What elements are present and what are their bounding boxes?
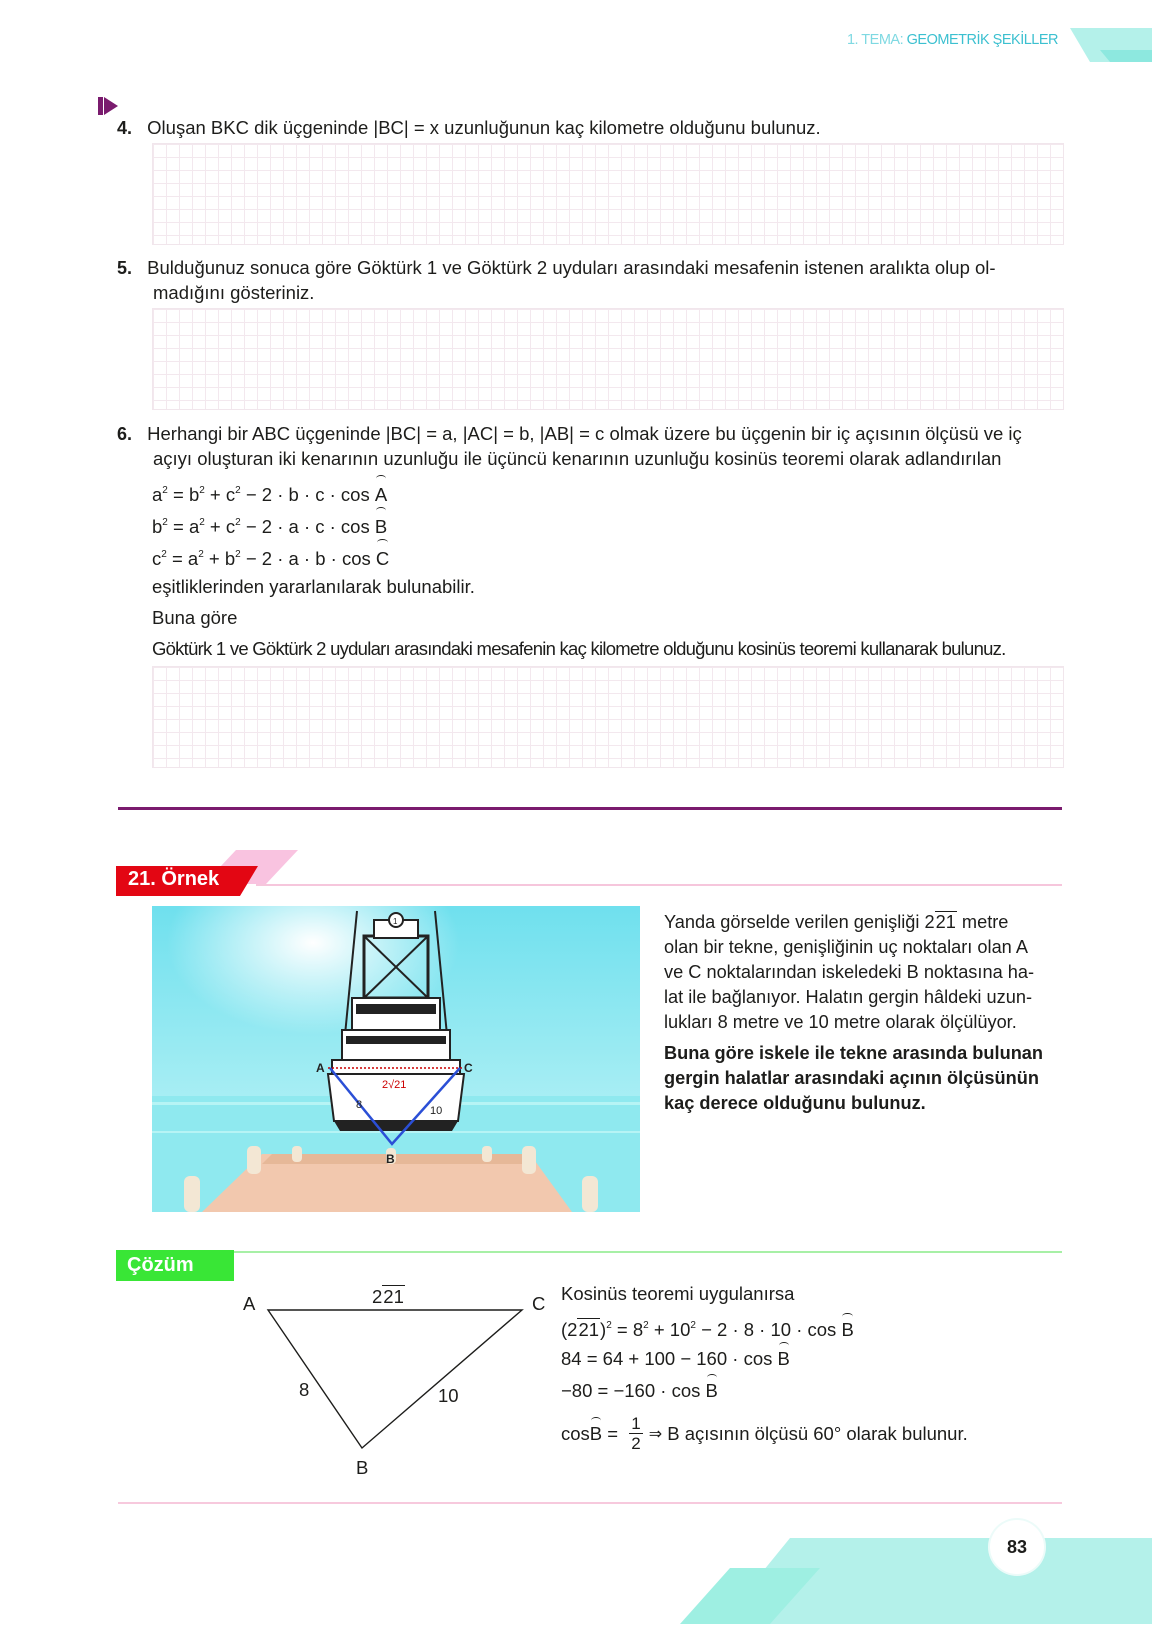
cosine-equation-a: $a^2 = b^2 + c^2 - 2 \cdot b \cdot c \cdot \cos A$ bbox=[152, 475, 387, 511]
triangle-side-ab: 8 bbox=[299, 1379, 310, 1400]
example-label: 21. Örnek bbox=[128, 868, 220, 890]
solution-rule bbox=[234, 1251, 1062, 1253]
cosine-equation-b: $b^2 = a^2 + c^2 - 2 \cdot a \cdot c \cdot \cos B$ bbox=[152, 507, 387, 543]
point-c-label: C bbox=[464, 1061, 473, 1075]
question-number: 5. bbox=[117, 258, 133, 278]
footer-band bbox=[660, 1538, 1152, 1624]
triangle-vertex-c: C bbox=[532, 1293, 546, 1314]
page-number: 83 bbox=[1006, 1536, 1028, 1557]
triangle-side-ac: 221 bbox=[372, 1286, 404, 1307]
boat-number: 1 bbox=[393, 917, 398, 926]
page-number-badge bbox=[990, 1520, 1044, 1574]
point-b-label: B bbox=[386, 1152, 395, 1166]
question-text-cont: Göktürk 1 ve Göktürk 2 uyduları arasındaki mesafenin kaç kilometre olduğunu kosinüs teoremi kullanarak bulunuz. bbox=[152, 638, 1006, 659]
triangle-vertex-b: B bbox=[356, 1457, 369, 1478]
example-banner bbox=[116, 850, 1062, 898]
header-title: 1. TEMA: GEOMETRİK ŞEKİLLER bbox=[846, 32, 1058, 48]
triangle-vertex-a: A bbox=[243, 1293, 256, 1314]
answer-grid-4[interactable] bbox=[152, 143, 1064, 245]
point-a-label: A bbox=[316, 1061, 325, 1075]
example-text: Yanda görselde verilen genişliği 221 metre olan bir tekne, genişliğinin uç noktaları olan A ve C noktalarından iskeledeki B noktasına ha- lat ile bağlanıyor. Halatın gergin hâldeki uzun- lukları 8 metre ve 10 metre olarak ölçülüyor. Buna göre iskele ile tekne arasında bulunan gergin halatlar arasındaki açının ölçüsünün kaç derece olduğunu bulunuz. bbox=[664, 912, 1044, 1113]
width-label: 2√21 bbox=[382, 1079, 407, 1091]
question-number: 6. bbox=[117, 424, 133, 444]
triangle-side-bc: 10 bbox=[438, 1385, 459, 1406]
fraction: $\frac{1}{2}$ bbox=[631, 1414, 641, 1453]
answer-grid-5[interactable] bbox=[152, 308, 1064, 410]
solution-label: Çözüm bbox=[127, 1254, 194, 1276]
header-band bbox=[1070, 28, 1152, 58]
question-text: Oluşan BKC dik üçgeninde |BC| = x uzunluğunun kaç kilometre olduğunu bulunuz. bbox=[147, 117, 821, 138]
question-text-cont: madığını gösteriniz. bbox=[153, 282, 315, 303]
answer-grid-6[interactable] bbox=[152, 666, 1064, 768]
solution-step-2: $(221)^2 = 8^2 + 10^2 - 2 \cdot 8 \cdot 10 \cdot \cos B$ bbox=[561, 1319, 854, 1340]
solution-step-3: 84 = 64 + 100 − 160 · cos B bbox=[561, 1348, 790, 1369]
section-divider bbox=[118, 807, 1062, 810]
question-text-cont: açıyı oluşturan iki kenarının uzunluğu ile üçüncü kenarının uzunluğu kosinüs teoremi olarak adlandırılan bbox=[153, 448, 1002, 469]
boat-illustration bbox=[152, 906, 640, 1212]
rope-10-label: 10 bbox=[430, 1105, 443, 1117]
cosine-equation-c: $c^2 = a^2 + b^2 - 2 \cdot a \cdot b \cdot \cos C$ bbox=[152, 539, 389, 575]
question-4 bbox=[117, 115, 821, 141]
solution-step-4: −80 = −160 · cos B bbox=[561, 1380, 718, 1401]
solution-triangle bbox=[236, 1286, 546, 1476]
rope-8-label: 8 bbox=[356, 1099, 363, 1111]
question-text-cont: eşitliklerinden yararlanılarak bulunabilir. bbox=[152, 576, 475, 597]
bottom-rule bbox=[118, 1502, 1062, 1504]
question-text: Bulduğunuz sonuca göre Göktürk 1 ve Göktürk 2 uyduları arasındaki mesafenin istenen aralıkta olup ol- bbox=[147, 257, 996, 278]
question-5 bbox=[117, 255, 996, 281]
solution-step-5: cos B = $\frac{1}{2}$ ⇒ B açısının ölçüsü 60° olarak bulunur. bbox=[561, 1414, 968, 1453]
solution-step-1: Kosinüs teoremi uygulanırsa bbox=[561, 1283, 795, 1304]
question-number: 4. bbox=[117, 118, 133, 138]
question-text-cont: Buna göre bbox=[152, 607, 238, 628]
question-text: Herhangi bir ABC üçgeninde |BC| = a, |AC| = b, |AB| = c olmak üzere bu üçgenin bir iç açısının ölçüsü ve iç bbox=[147, 423, 1022, 444]
question-6 bbox=[117, 421, 1022, 447]
